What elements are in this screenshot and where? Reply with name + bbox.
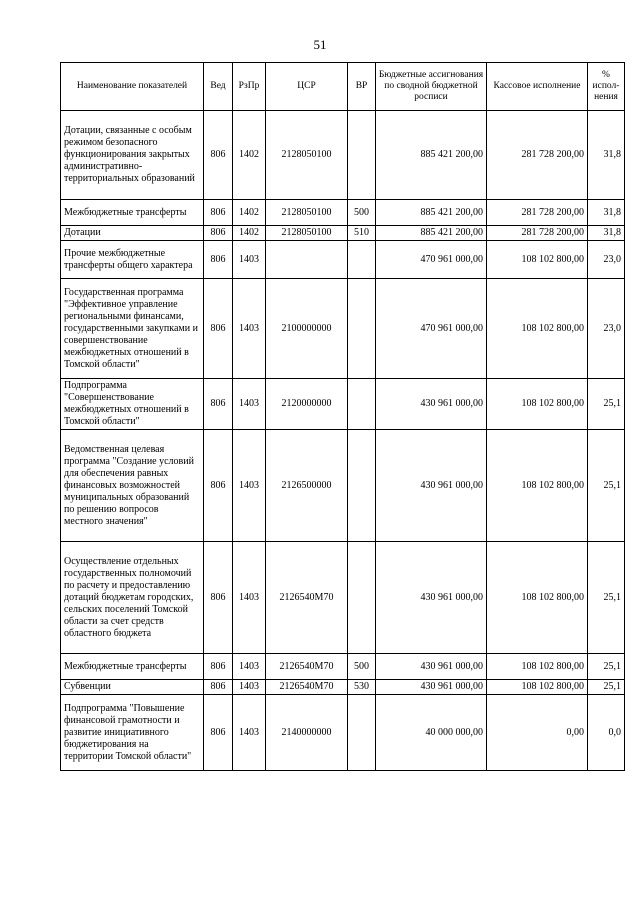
row-csr: 2120000000	[266, 379, 348, 430]
row-assignments: 470 961 000,00	[376, 279, 487, 379]
row-vr	[348, 542, 376, 654]
table-row	[61, 379, 625, 430]
row-csr: 2126540М70	[266, 654, 348, 680]
row-rzpr: 1403	[233, 430, 266, 542]
row-assignments: 885 421 200,00	[376, 226, 487, 241]
row-execution: 108 102 800,00	[487, 654, 588, 680]
row-csr: 2128050100	[266, 111, 348, 200]
row-name: Дотации, связанные с особым режимом безопасного функционирования закрытых административно-территориальных образований	[61, 111, 204, 200]
table-row	[61, 654, 625, 680]
row-csr: 2126500000	[266, 430, 348, 542]
row-percent: 0,0	[588, 695, 625, 771]
row-vr	[348, 430, 376, 542]
row-csr: 2128050100	[266, 226, 348, 241]
row-execution: 108 102 800,00	[487, 379, 588, 430]
row-assignments: 430 961 000,00	[376, 379, 487, 430]
row-execution: 108 102 800,00	[487, 279, 588, 379]
row-rzpr: 1403	[233, 279, 266, 379]
row-assignments: 40 000 000,00	[376, 695, 487, 771]
row-name: Межбюджетные трансферты	[61, 200, 204, 226]
budget-table	[60, 62, 625, 771]
row-assignments: 430 961 000,00	[376, 542, 487, 654]
row-percent: 25,1	[588, 654, 625, 680]
row-ved: 806	[204, 226, 233, 241]
row-csr: 2100000000	[266, 279, 348, 379]
row-vr: 500	[348, 654, 376, 680]
row-vr	[348, 379, 376, 430]
row-ved: 806	[204, 695, 233, 771]
row-percent: 23,0	[588, 241, 625, 279]
row-ved: 806	[204, 111, 233, 200]
row-vr	[348, 279, 376, 379]
row-name: Государственная программа "Эффективное управление региональными финансами, государственными закупками и совершенствование межбюджетных отношений в Томской области"	[61, 279, 204, 379]
row-percent: 25,1	[588, 379, 625, 430]
row-percent: 25,1	[588, 430, 625, 542]
table-row	[61, 241, 625, 279]
header-name: Наименование показателей	[61, 63, 204, 111]
row-vr	[348, 241, 376, 279]
row-vr: 500	[348, 200, 376, 226]
row-rzpr: 1403	[233, 379, 266, 430]
header-rzpr: РзПр	[233, 63, 266, 111]
row-ved: 806	[204, 680, 233, 695]
table-row	[61, 542, 625, 654]
row-execution: 281 728 200,00	[487, 111, 588, 200]
table-row	[61, 430, 625, 542]
table-row	[61, 111, 625, 200]
row-percent: 25,1	[588, 542, 625, 654]
table-row	[61, 279, 625, 379]
row-assignments: 430 961 000,00	[376, 654, 487, 680]
header-ved: Вед	[204, 63, 233, 111]
row-percent: 31,8	[588, 226, 625, 241]
row-rzpr: 1402	[233, 111, 266, 200]
header-vr: ВР	[348, 63, 376, 111]
row-rzpr: 1403	[233, 654, 266, 680]
row-csr	[266, 241, 348, 279]
row-name: Ведомственная целевая программа "Создание условий для обеспечения равных финансовых возможностей муниципальных образований по решению вопросов местного значения"	[61, 430, 204, 542]
row-execution: 281 728 200,00	[487, 200, 588, 226]
row-percent: 23,0	[588, 279, 625, 379]
row-rzpr: 1402	[233, 200, 266, 226]
row-vr: 530	[348, 680, 376, 695]
table-row	[61, 226, 625, 241]
header-csr: ЦСР	[266, 63, 348, 111]
row-rzpr: 1403	[233, 542, 266, 654]
row-percent: 31,8	[588, 200, 625, 226]
row-execution: 108 102 800,00	[487, 430, 588, 542]
row-ved: 806	[204, 379, 233, 430]
row-vr	[348, 695, 376, 771]
row-csr: 2126540М70	[266, 680, 348, 695]
row-vr: 510	[348, 226, 376, 241]
row-csr: 2128050100	[266, 200, 348, 226]
row-rzpr: 1403	[233, 695, 266, 771]
row-percent: 31,8	[588, 111, 625, 200]
row-assignments: 430 961 000,00	[376, 680, 487, 695]
row-ved: 806	[204, 542, 233, 654]
header-execution: Кассовое исполнение	[487, 63, 588, 111]
row-name: Подпрограмма "Повышение финансовой грамотности и развитие инициативного бюджетирования на территории Томской области"	[61, 695, 204, 771]
row-ved: 806	[204, 430, 233, 542]
row-rzpr: 1403	[233, 241, 266, 279]
page-number: 51	[313, 37, 327, 52]
row-assignments: 470 961 000,00	[376, 241, 487, 279]
row-execution: 281 728 200,00	[487, 226, 588, 241]
row-name: Подпрограмма "Совершенствование межбюджетных отношений в Томской области"	[61, 379, 204, 430]
row-name: Осуществление отдельных государственных полномочий по расчету и предоставлению дотаций бюджетам городских, сельских поселений Томской области за счет средств областного бюджета	[61, 542, 204, 654]
row-name: Межбюджетные трансферты	[61, 654, 204, 680]
header-assignments: Бюджетные ассигнования по сводной бюджетной росписи	[376, 63, 487, 111]
header-percent: % испол-нения	[588, 63, 625, 111]
row-name: Прочие межбюджетные трансферты общего характера	[61, 241, 204, 279]
row-ved: 806	[204, 654, 233, 680]
row-ved: 806	[204, 241, 233, 279]
row-assignments: 885 421 200,00	[376, 111, 487, 200]
row-execution: 0,00	[487, 695, 588, 771]
row-rzpr: 1402	[233, 226, 266, 241]
row-vr	[348, 111, 376, 200]
table-header-row	[61, 63, 625, 111]
row-name: Дотации	[61, 226, 204, 241]
row-assignments: 885 421 200,00	[376, 200, 487, 226]
row-ved: 806	[204, 279, 233, 379]
table-row	[61, 680, 625, 695]
row-percent: 25,1	[588, 680, 625, 695]
row-execution: 108 102 800,00	[487, 680, 588, 695]
table-row	[61, 200, 625, 226]
row-csr: 2140000000	[266, 695, 348, 771]
row-name: Субвенции	[61, 680, 204, 695]
row-execution: 108 102 800,00	[487, 241, 588, 279]
row-ved: 806	[204, 200, 233, 226]
row-assignments: 430 961 000,00	[376, 430, 487, 542]
row-rzpr: 1403	[233, 680, 266, 695]
table-row	[61, 695, 625, 771]
row-csr: 2126540М70	[266, 542, 348, 654]
row-execution: 108 102 800,00	[487, 542, 588, 654]
